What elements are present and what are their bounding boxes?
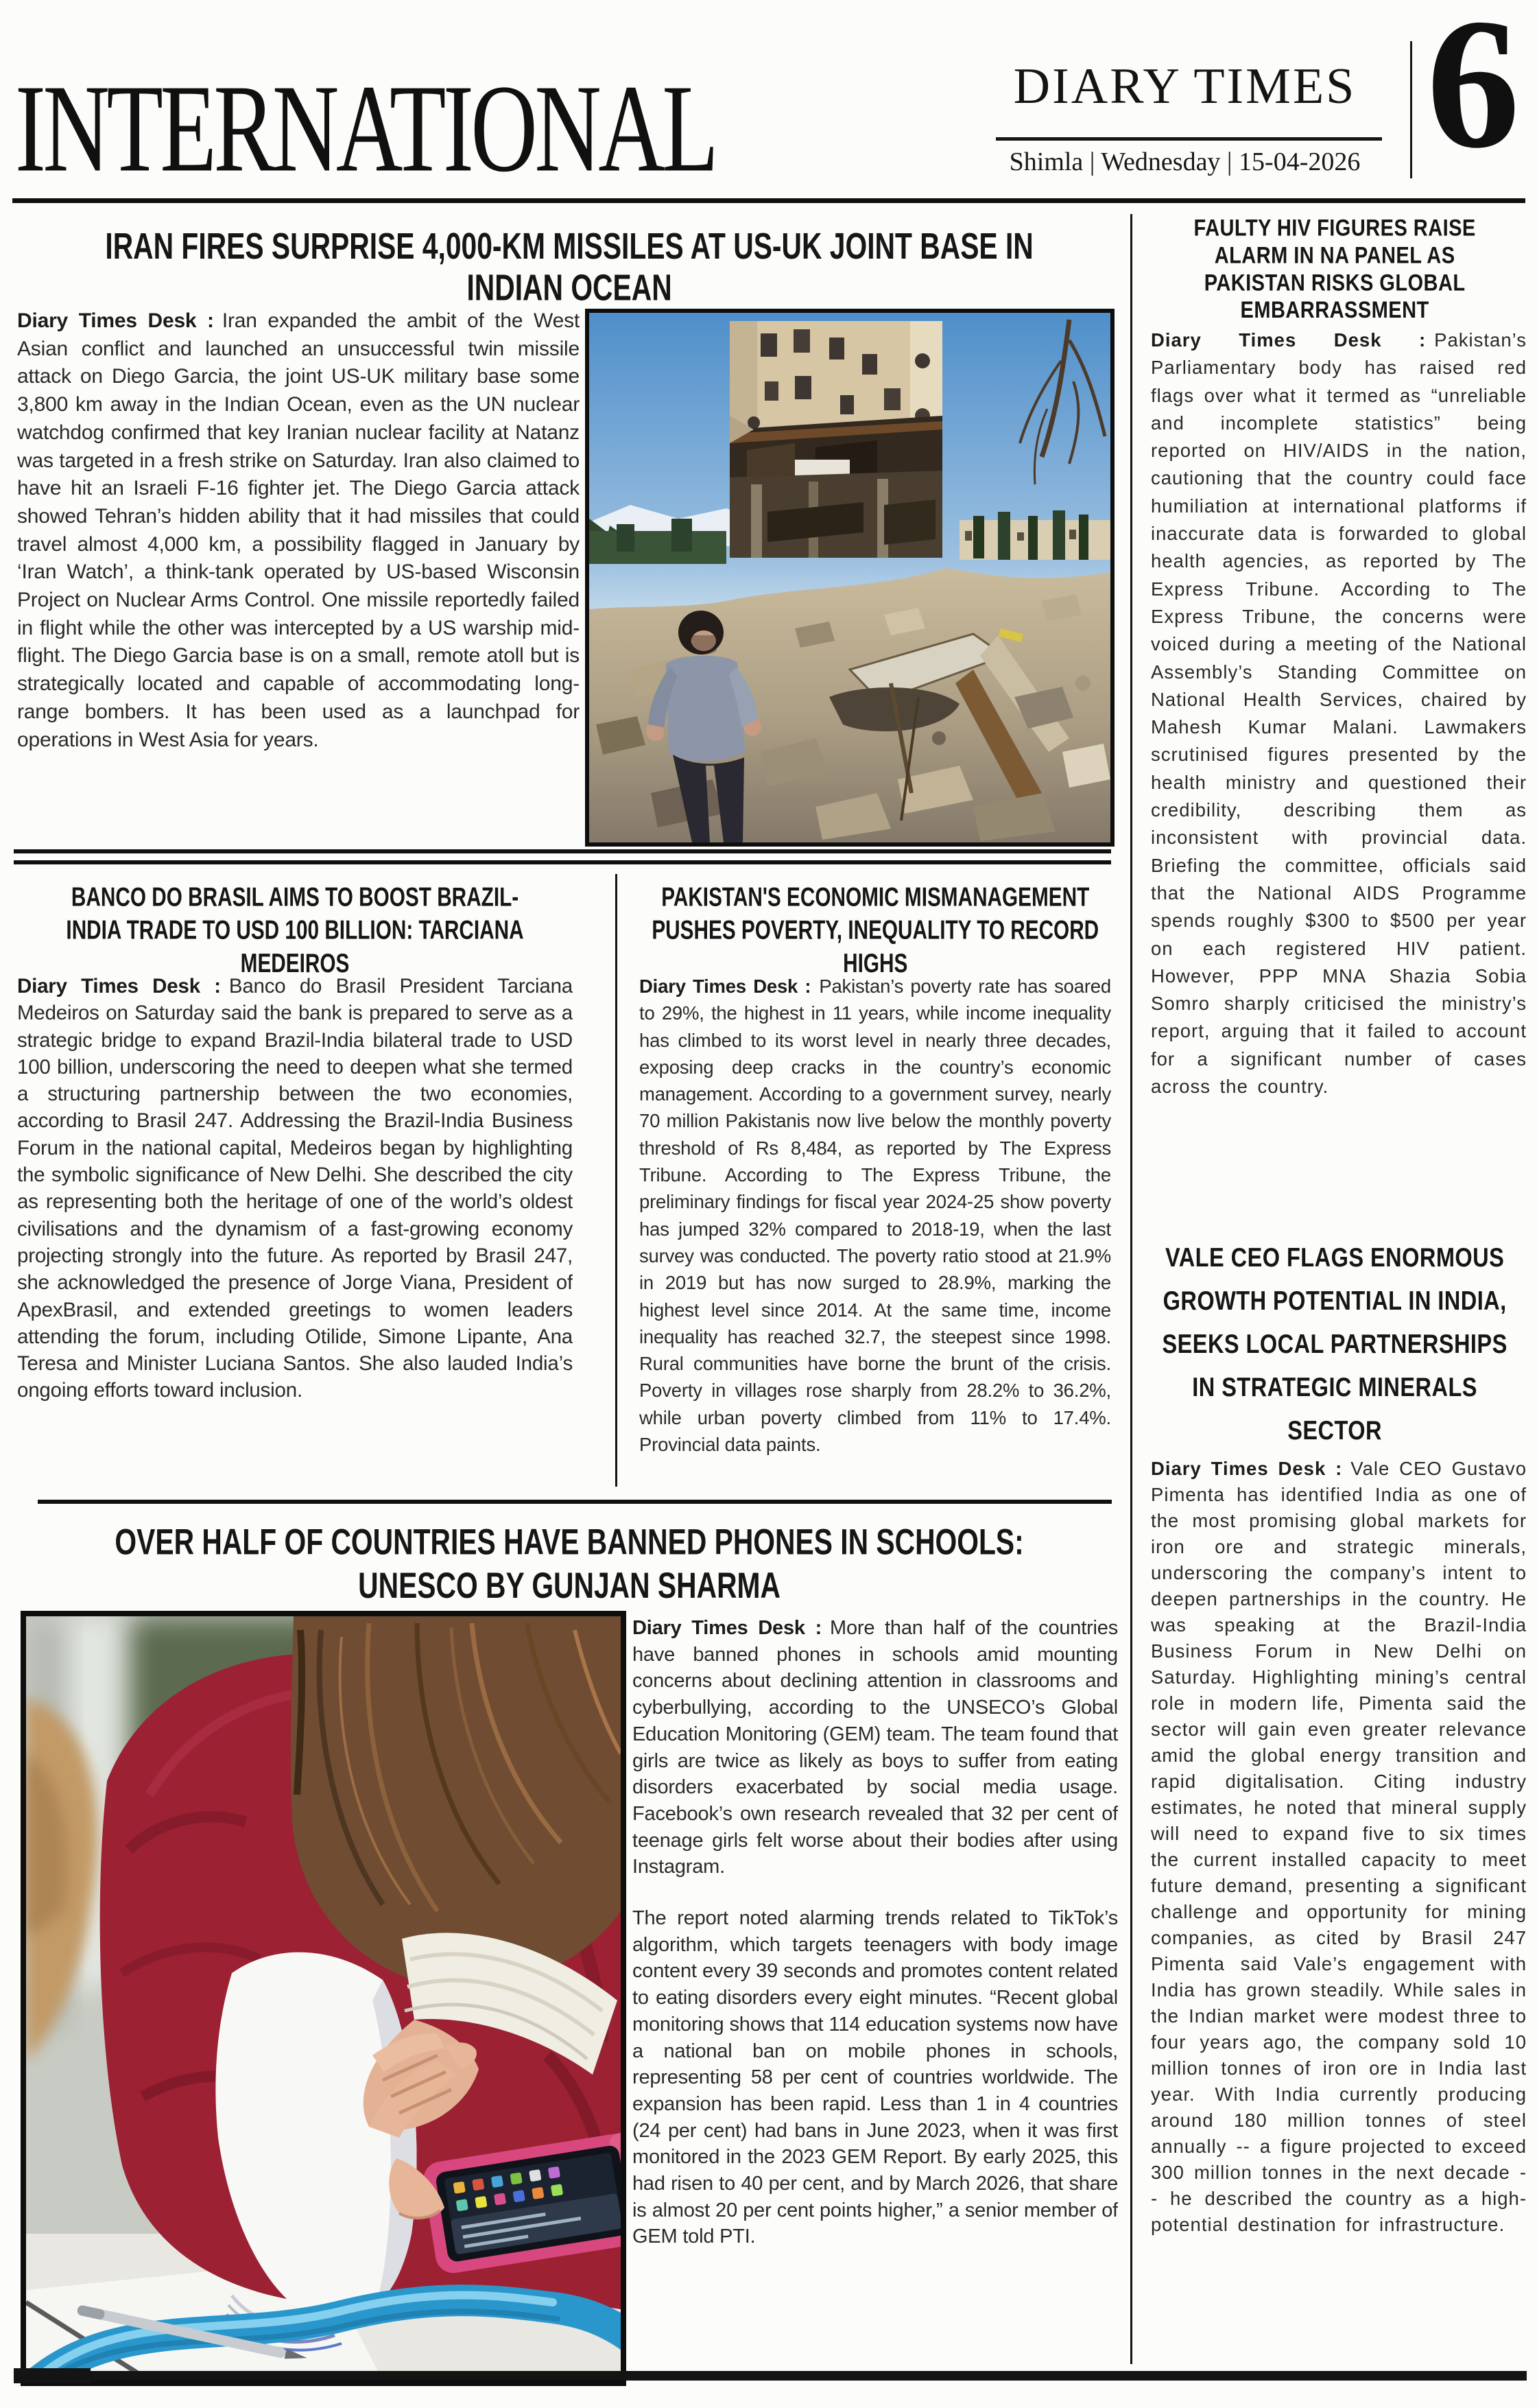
page-bottom-rule-notch (14, 2368, 91, 2383)
article-banco-body (17, 973, 573, 1486)
headline-line: HIGHS (843, 949, 908, 978)
article-iran-headline (27, 226, 1111, 309)
section-double-rule-top (14, 849, 1111, 853)
headline-line: VALE CEO FLAGS ENORMOUS (1165, 1242, 1505, 1273)
byline-desk: Diary Times Desk : (1151, 329, 1427, 351)
headline-line: PAKISTAN RISKS GLOBAL (1204, 268, 1466, 296)
iran-strike-photo (585, 309, 1115, 847)
paper-name: DIARY TIMES (1013, 58, 1357, 115)
column-divider-mid (615, 874, 617, 1487)
masthead-bottom-rule (12, 198, 1525, 203)
headline-line: GROWTH POTENTIAL IN INDIA, (1163, 1286, 1507, 1316)
byline-desk: Diary Times Desk : (17, 975, 221, 998)
headline-line: SEEKS LOCAL PARTNERSHIPS (1162, 1329, 1508, 1359)
article-pakistan-headline (639, 881, 1112, 980)
headline-line: IN STRATEGIC MINERALS (1192, 1372, 1477, 1402)
headline-line: PAKISTAN'S ECONOMIC MISMANAGEMENT (661, 882, 1090, 912)
article-hiv-headline (1147, 214, 1523, 324)
byline-desk: Diary Times Desk : (632, 1617, 822, 1639)
damaged-building (730, 321, 942, 558)
headline-line: EMBARRASSMENT (1240, 296, 1429, 323)
headline-line: INDIA TRADE TO USD 100 BILLION: TARCIANA (66, 915, 524, 945)
masthead-rule (996, 137, 1382, 141)
section-rule (38, 1500, 1112, 1504)
article-hiv-body (1151, 327, 1527, 1225)
headline-line: MEDEIROS (240, 949, 350, 978)
headline-line: ALARM IN NA PANEL AS (1214, 241, 1455, 268)
headline-line: PUSHES POVERTY, INEQUALITY TO RECORD (652, 915, 1099, 945)
section-double-rule-bottom (14, 860, 1111, 864)
headline-line: FAULTY HIV FIGURES RAISE (1193, 214, 1476, 241)
headline-line: INDIAN OCEAN (466, 268, 672, 309)
article-iran-body (17, 307, 580, 840)
article-vale-headline (1147, 1236, 1523, 1452)
article-pakistan-body (639, 973, 1111, 1486)
page-number: 6 (1427, 0, 1520, 187)
headline-line: BANCO DO BRASIL AIMS TO BOOST BRAZIL- (71, 882, 519, 912)
article-text: More than half of the countries have banned phones in schools amid mounting concerns about declining attention in classrooms and cyberbullying, according to the UNSECO’s Global Education Monitoring (GEM) team. The team found that girls are twice as likely as boys to suffer from eating disorders exacerbated by social media usage. Facebook’s own research revealed that 32 per cent of teenage girls felt worse about their bodies after using Instagram. (632, 1617, 1118, 1878)
article-text: The report noted alarming trends related to TikTok’s algorithm, which targets teenagers with body image content every 39 seconds and promotes content related to eating disorders every eight minutes. “Recent global monitoring shows that 114 education systems now have a national ban on mobile phones in schools, representing 58 per cent of countries worldwide. The expansion has been rapid. Less than 1 in 4 countries (24 per cent) had bans in June 2023, when it was first monitored in the 2023 GEM Report. By early 2025, this had risen to 40 per cent, and by March 2026, that share is almost 20 per cent points higher,” a senior member of GEM told PTI. (632, 1907, 1118, 2248)
page-bottom-rule (14, 2371, 1527, 2381)
article-paragraph (632, 1905, 1118, 2250)
headline-line: OVER HALF OF COUNTRIES HAVE BANNED PHONES IN SCHOOLS: (115, 1522, 1024, 1563)
article-text: Banco do Brasil President Tarciana Medeiros on Saturday said the bank is prepared to serve as a strategic bridge to expand Brazil-India bilateral trade to USD 100 billion, underscoring the need to deepen what she termed a structuring partnership between the two economies, according to Brasil 247. Addressing the Brazil-India Business Forum in the national capital, Medeiros began by highlighting the symbolic significance of New Delhi. She described the city as representing both the heritage of one of the world’s oldest civilisations and the dynamism of a fast-growing economy projecting strongly into the future. As reported by Brasil 247, she acknowledged the presence of Jorge Viana, President of ApexBrasil, and extended greetings to women leaders attending the forum, including Otilide, Simone Lipante, Ana Teresa and Minister Luciana Santos. She also lauded India’s ongoing efforts toward inclusion. (17, 975, 573, 1402)
article-paragraph (632, 1615, 1118, 1880)
article-vale-body (1151, 1456, 1527, 2363)
masthead-divider (1410, 41, 1412, 178)
headline-line: IRAN FIRES SURPRISE 4,000-KM MISSILES AT US-UK JOINT BASE IN (105, 226, 1034, 268)
byline-desk: Diary Times Desk : (639, 976, 811, 997)
headline-line: UNESCO BY GUNJAN SHARMA (358, 1566, 781, 1607)
article-banco-headline (17, 881, 573, 980)
dateline: Shimla | Wednesday | 15-04-2026 (1009, 147, 1361, 176)
byline-desk: Diary Times Desk : (1151, 1458, 1343, 1479)
article-text: Pakistan’s poverty rate has soared to 29%, the highest in 11 years, while income inequality has climbed to its worst level in nearly three decades, exposing deep cracks in the country’s economic management. According to a government survey, nearly 70 million Pakistanis now live below the monthly poverty threshold of Rs 8,484, as reported by The Express Tribune. According to The Express Tribune, the preliminary findings for fiscal year 2024-25 show poverty has jumped 32% compared to 2018-19, when the last survey was conducted. The poverty ratio stood at 21.9% in 2019 but has now surged to 28.9%, marking the highest level since 2014. At the same time, income inequality has reached 32.7, the steepest since 1998. Rural communities have borne the brunt of the crisis. Poverty in villages rose sharply from 28.2% to 36.2%, while urban poverty climbed from 11% to 17.4%. Provincial data paints. (639, 976, 1111, 1456)
article-unesco-body (632, 1615, 1118, 2361)
student-phone-photo-illustration (26, 1616, 621, 2381)
byline-desk: Diary Times Desk : (17, 309, 214, 332)
article-text: Vale CEO Gustavo Pimenta has identified India as one of the most promising global markets for iron ore and strategic minerals, underscoring the company’s intent to deepen partnerships in the country. He was speaking at the Brazil-India Business Forum in New Delhi on Saturday. Highlighting mining’s central role in modern life, Pimenta said the sector will gain even greater relevance amid the global energy transition and rapid digitalisation. Citing industry estimates, he noted that mineral supply will need to expand five to six times the current installed capacity to meet future demand, presenting a significant challenge and opportunity for mining companies, as cited by Brasil 247 Pimenta said Vale’s engagement with India has grown steadily. While sales in the Indian market were modest three to four years ago, the company sold 10 million tonnes of iron ore in India last year. With India currently producing around 180 million tonnes of steel annually -- a figure projected to exceed 300 million tonnes in the next decade -- he described the country as a high-potential destination for infrastructure. (1151, 1458, 1527, 2235)
column-divider-right (1130, 214, 1132, 2364)
iran-strike-photo-illustration (589, 313, 1110, 842)
article-text: Pakistan’s Parliamentary body has raised red flags over what it termed as “unreliable and incomplete statistics” being reported on HIV/AIDS in the nation, cautioning that the country could face humiliation at international platforms if inaccurate data is forwarded to global health agencies, as reported by The Express Tribune. According to The Express Tribune, the concerns were voiced during a meeting of the National Assembly’s Standing Committee on National Health Services, chaired by Mahesh Kumar Malani. Lawmakers scrutinised figures presented by the health ministry and questioned their credibility, describing them as inconsistent with provincial data. Briefing the committee, officials said that the National AIDS Programme spends roughly $300 to $500 per year on each registered HIV patient. However, PPP MNA Shazia Sobia Somro sharply criticised the ministry’s report, arguing that it failed to account for a significant number of cases across the country. (1151, 329, 1527, 1098)
section-title: INTERNATIONAL (15, 59, 716, 198)
article-text: Iran expanded the ambit of the West Asian conflict and launched an unsuccessful twin missile attack on Diego Garcia, the joint US-UK military base some 3,800 km away in the Indian Ocean, even as the UN nuclear watchdog confirmed that key Iranian nuclear facility at Natanz was targeted in a fresh strike on Saturday. Iran also claimed to have hit an Israeli F-16 fighter jet. The Diego Garcia attack showed Tehran’s hidden ability that it had missiles that could travel almost 4,000 km, a possibility flagged in January by ‘Iran Watch’, a think-tank operated by US-based Wisconsin Project on Nuclear Arms Control. One missile reportedly failed in flight while the other was intercepted by a US warship mid-flight. The Diego Garcia base is on a small, remote atoll but is strategically located and capable of accommodating long-range bombers. It has been used as a launchpad for operations in West Asia for years. (17, 309, 580, 751)
student-phone-photo (21, 1611, 626, 2386)
headline-line: SECTOR (1287, 1415, 1382, 1445)
article-unesco-headline (27, 1521, 1111, 1609)
